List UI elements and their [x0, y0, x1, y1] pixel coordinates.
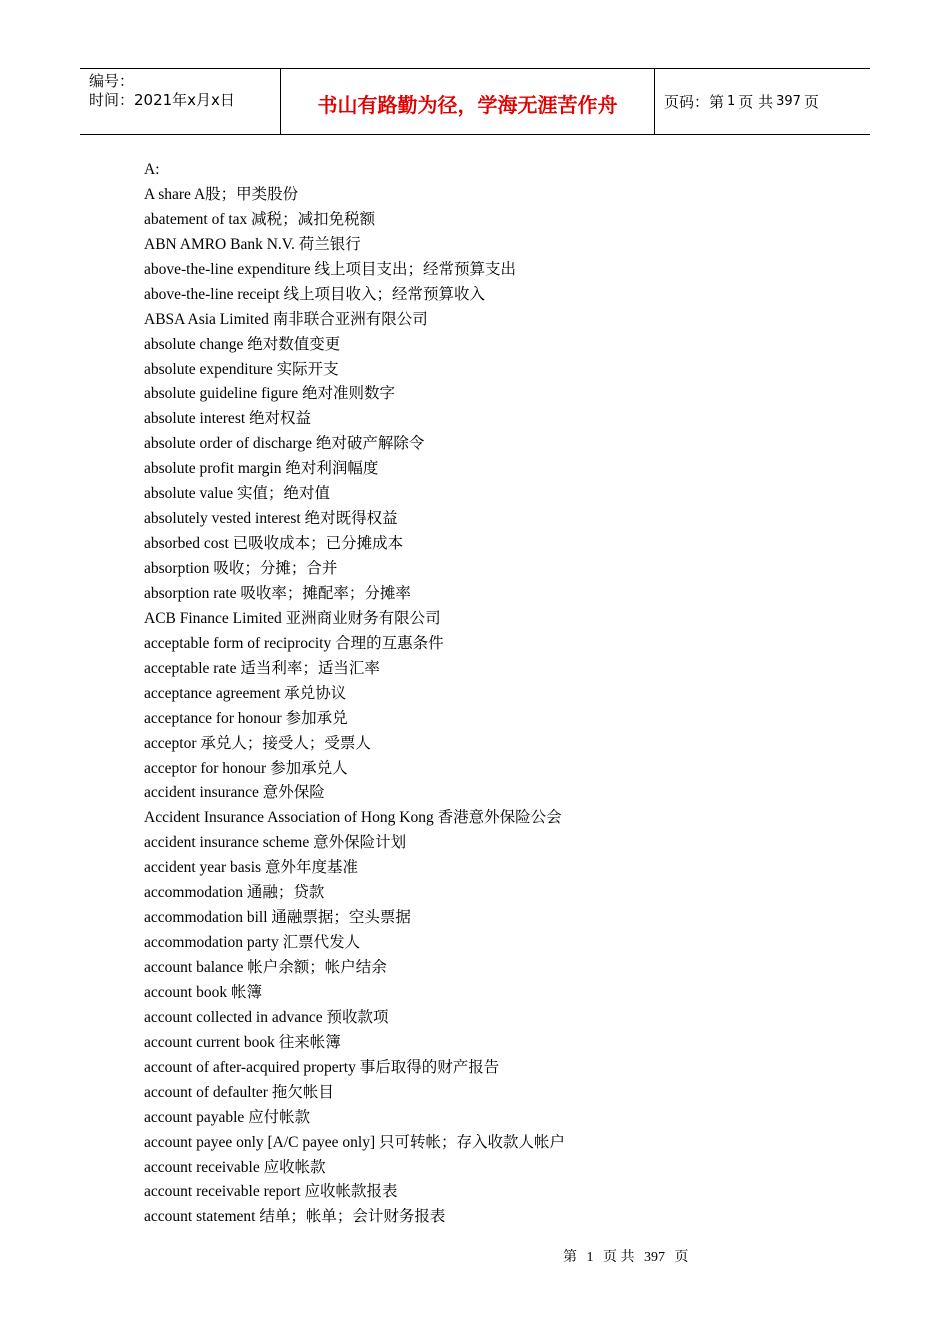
entry-english-term: A share [144, 185, 191, 203]
entry-chinese-translation: 适当利率；适当汇率 [240, 659, 380, 677]
entry-chinese-translation: 通融；贷款 [246, 884, 325, 902]
entry-english-term: absolute guideline figure [144, 385, 299, 403]
entry-chinese-translation: 已吸收成本；已分摊成本 [232, 535, 404, 553]
glossary-entry [144, 682, 864, 707]
entry-english-term: ABN AMRO Bank N.V. [144, 235, 295, 253]
glossary-entry [144, 507, 864, 532]
header-meta [80, 69, 281, 134]
entry-english-term: account of defaulter [144, 1083, 268, 1101]
entry-english-term: acceptor [144, 734, 197, 752]
entry-english-term: account of after-acquired property [144, 1058, 356, 1076]
glossary-content [144, 158, 864, 1230]
entry-chinese-translation: 事后取得的财产报告 [359, 1058, 500, 1076]
entry-english-term: acceptor for honour [144, 759, 267, 777]
entry-english-term: absolute expenditure [144, 360, 273, 378]
glossary-entry [144, 358, 864, 383]
glossary-entry [144, 781, 864, 806]
entry-chinese-translation: 绝对权益 [249, 410, 312, 428]
entry-english-term: absorption [144, 560, 210, 577]
entry-english-term: absorption rate [144, 584, 237, 602]
entry-chinese-translation: 结单；帐单；会计财务报表 [259, 1208, 446, 1226]
entry-english-term: ACB Finance Limited [144, 609, 282, 627]
entry-chinese-translation: 绝对数值变更 [247, 335, 341, 353]
header-page-indicator [655, 69, 870, 134]
page-prefix: 页码：第 [664, 93, 725, 111]
glossary-entry [144, 407, 864, 432]
entry-english-term: account current book [144, 1033, 275, 1051]
glossary-entry [144, 258, 864, 283]
entry-english-term: above-the-line expenditure [144, 260, 311, 278]
entry-english-term: acceptance agreement [144, 684, 281, 702]
entry-chinese-translation: 南非联合亚洲有限公司 [272, 310, 428, 328]
glossary-entry [144, 607, 864, 632]
page-suffix: 页 [803, 93, 819, 111]
entry-english-term: above-the-line receipt [144, 285, 280, 303]
entry-english-term: absolutely vested interest [144, 510, 301, 528]
footer-suffix: 页 [674, 1250, 689, 1265]
glossary-entry [144, 1031, 864, 1056]
glossary-entry [144, 906, 864, 931]
glossary-entry [144, 557, 864, 582]
glossary-entry [144, 1131, 864, 1156]
entry-english-term: Accident Insurance Association of Hong Kong [144, 809, 434, 827]
glossary-entry [144, 1180, 864, 1205]
entry-chinese-translation: A股；甲类股份 [193, 185, 299, 203]
entry-chinese-translation: 应收帐款报表 [304, 1183, 398, 1201]
entry-chinese-translation: 实值；绝对值 [236, 485, 330, 503]
entry-chinese-translation: 应收帐款 [263, 1158, 326, 1176]
document-date-label: 时间：2021年x月x日 [89, 91, 235, 109]
entry-english-term: accommodation party [144, 934, 279, 952]
entry-english-term: acceptable form of reciprocity [144, 634, 332, 652]
glossary-entry [144, 657, 864, 682]
document-number-label: 编号： [89, 72, 135, 90]
entry-english-term: accident insurance [144, 784, 259, 802]
entry-chinese-translation: 实际开支 [276, 360, 339, 378]
entry-chinese-translation: 吸收率；摊配率；分摊率 [240, 584, 411, 602]
page-mid: 页 共 [738, 93, 774, 111]
footer-total: 397 [644, 1250, 665, 1265]
entry-english-term: acceptance for honour [144, 709, 282, 727]
entry-chinese-translation: 意外保险 [262, 784, 325, 802]
glossary-entry [144, 582, 864, 607]
entry-english-term: acceptable rate [144, 659, 237, 677]
glossary-entry [144, 208, 864, 233]
entry-chinese-translation: 应付帐款 [248, 1108, 311, 1126]
entry-chinese-translation: 承兑人；接受人；受票人 [200, 734, 371, 752]
entry-chinese-translation: 线上项目支出；经常预算支出 [314, 260, 516, 278]
entry-chinese-translation: 往来帐簿 [278, 1033, 341, 1051]
glossary-entry [144, 931, 864, 956]
glossary-entry [144, 806, 864, 831]
glossary-entry [144, 632, 864, 657]
entry-english-term: account receivable [144, 1158, 260, 1176]
entry-english-term: account balance [144, 959, 244, 976]
glossary-entry [144, 532, 864, 557]
glossary-entry [144, 432, 864, 457]
glossary-entry [144, 1006, 864, 1031]
glossary-entry [144, 856, 864, 881]
glossary-entry [144, 831, 864, 856]
entry-chinese-translation: 帐簿 [230, 983, 262, 1001]
entry-chinese-translation: 通融票据；空头票据 [271, 909, 411, 927]
entry-chinese-translation: 绝对利润幅度 [285, 460, 379, 478]
entry-chinese-translation: 吸收；分摊；合并 [213, 560, 338, 577]
entry-chinese-translation: 线上项目收入；经常预算收入 [283, 285, 485, 303]
entry-english-term: abatement of tax [144, 210, 248, 228]
glossary-entry-list [144, 183, 864, 1230]
entry-english-term: accommodation bill [144, 909, 268, 927]
entry-english-term: account receivable report [144, 1183, 301, 1201]
entry-english-term: absolute profit margin [144, 460, 282, 478]
entry-chinese-translation: 预收款项 [326, 1008, 389, 1026]
entry-chinese-translation: 意外年度基准 [264, 859, 358, 877]
entry-english-term: account payee only [A/C payee only] [144, 1133, 376, 1151]
glossary-entry [144, 183, 864, 208]
entry-english-term: accommodation [144, 884, 243, 902]
entry-english-term: account statement [144, 1208, 256, 1226]
entry-english-term: absolute interest [144, 410, 246, 428]
entry-chinese-translation: 合理的互惠条件 [335, 634, 444, 652]
glossary-entry [144, 1081, 864, 1106]
document-header [80, 68, 870, 135]
entry-chinese-translation: 参加承兑人 [270, 759, 348, 777]
glossary-entry [144, 333, 864, 358]
entry-chinese-translation: 拖欠帐目 [271, 1083, 334, 1101]
entry-english-term: account collected in advance [144, 1008, 323, 1026]
entry-chinese-translation: 减税；减扣免税额 [251, 210, 376, 228]
current-page-number: 1 [727, 94, 736, 109]
entry-chinese-translation: 承兑协议 [284, 684, 347, 702]
glossary-entry [144, 1056, 864, 1081]
glossary-entry [144, 382, 864, 407]
entry-english-term: absorbed cost [144, 535, 229, 553]
entry-chinese-translation: 帐户余额；帐户结余 [247, 959, 387, 976]
entry-chinese-translation: 意外保险计划 [313, 834, 407, 852]
entry-chinese-translation: 绝对准则数字 [301, 385, 395, 403]
glossary-entry [144, 482, 864, 507]
page-footer [563, 1246, 695, 1266]
entry-chinese-translation: 参加承兑 [285, 709, 348, 727]
entry-english-term: account payable [144, 1108, 245, 1126]
glossary-entry [144, 732, 864, 757]
entry-chinese-translation: 绝对既得权益 [304, 510, 398, 528]
header-slogan: 书山有路勤为径，学海无涯苦作舟 [281, 69, 655, 134]
section-heading: A: [144, 161, 160, 178]
entry-english-term: accident insurance scheme [144, 834, 310, 852]
entry-english-term: account book [144, 983, 228, 1001]
entry-english-term: accident year basis [144, 859, 262, 877]
entry-chinese-translation: 只可转帐；存入收款人帐户 [379, 1133, 566, 1151]
entry-chinese-translation: 绝对破产解除令 [315, 435, 425, 453]
glossary-entry [144, 457, 864, 482]
glossary-entry [144, 1106, 864, 1131]
glossary-entry [144, 707, 864, 732]
entry-english-term: absolute change [144, 335, 244, 353]
footer-prefix: 第 [563, 1250, 577, 1265]
total-page-count: 397 [776, 94, 801, 109]
entry-english-term: absolute value [144, 485, 234, 503]
glossary-entry [144, 981, 864, 1006]
glossary-entry [144, 1156, 864, 1181]
glossary-entry [144, 308, 864, 333]
glossary-entry [144, 1205, 864, 1230]
glossary-entry [144, 283, 864, 308]
entry-chinese-translation: 亚洲商业财务有限公司 [285, 609, 441, 627]
entry-chinese-translation: 香港意外保险公会 [437, 809, 562, 827]
footer-page-number: 1 [586, 1250, 594, 1265]
glossary-entry [144, 881, 864, 906]
entry-chinese-translation: 汇票代发人 [282, 934, 361, 952]
glossary-entry [144, 757, 864, 782]
glossary-entry [144, 233, 864, 258]
entry-chinese-translation: 荷兰银行 [298, 235, 361, 253]
glossary-entry [144, 956, 864, 981]
entry-english-term: ABSA Asia Limited [144, 310, 269, 328]
entry-english-term: absolute order of discharge [144, 435, 313, 453]
footer-mid: 页 共 [603, 1250, 635, 1265]
